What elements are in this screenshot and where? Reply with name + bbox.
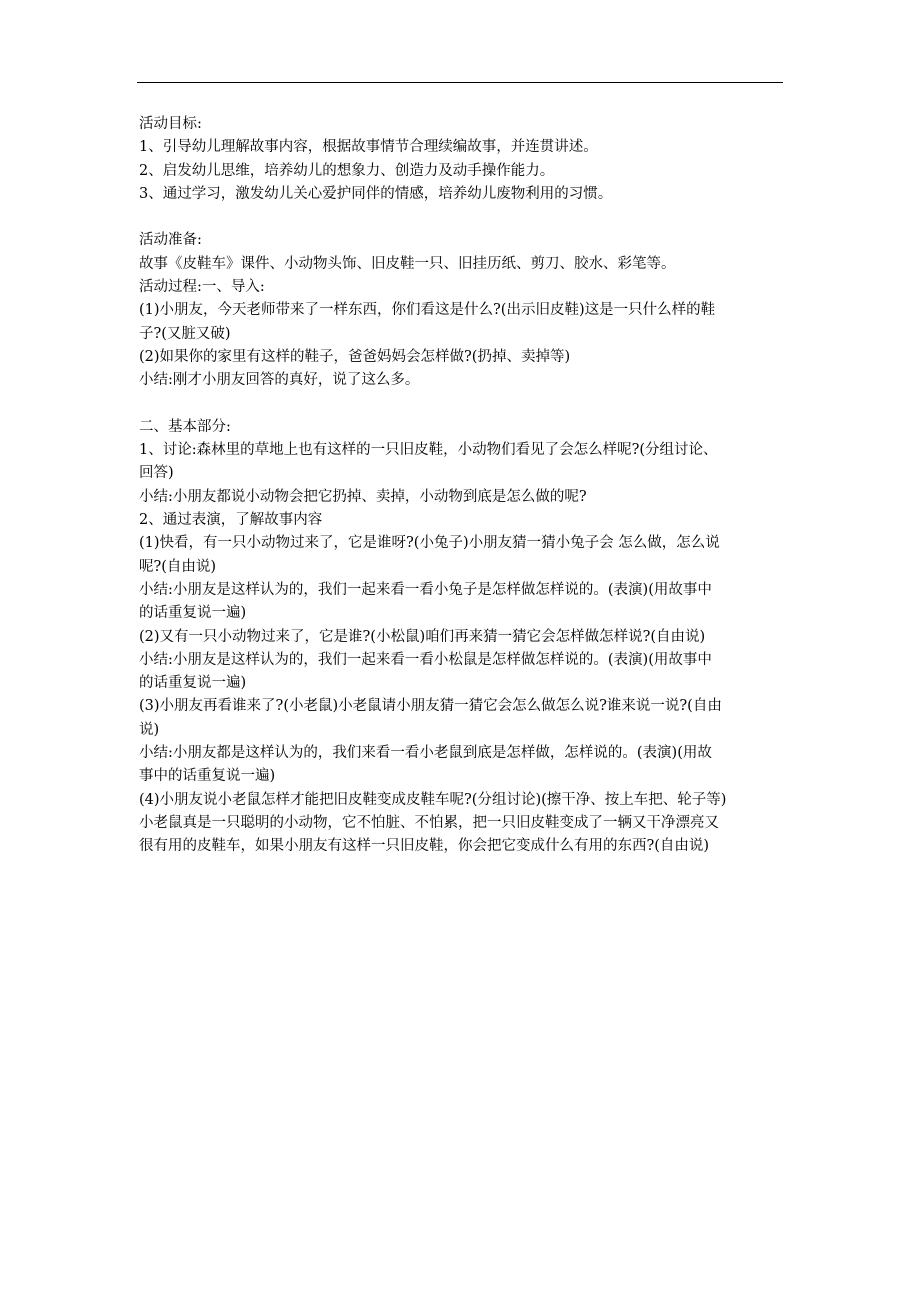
text-line: 小结:刚才小朋友回答的真好，说了这么多。 (139, 372, 420, 389)
text-line: 说) (139, 721, 160, 738)
text-line: 的话重复说一遍) (139, 675, 247, 692)
text-line: 事中的话重复说一遍) (139, 768, 276, 785)
text-line: 小结:小朋友都是这样认为的，我们来看一看小老鼠到底是怎样做，怎样说的。(表演)(用故 (139, 745, 712, 762)
text-line: (4)小朋友说小老鼠怎样才能把旧皮鞋变成皮鞋车呢?(分组讨论)(擦干净、按上车把、轮子等) (139, 791, 727, 808)
text-line: 小老鼠真是一只聪明的小动物，它不怕脏、不怕累，把一只旧皮鞋变成了一辆又干净漂亮又 (139, 814, 719, 831)
document-body (139, 113, 801, 859)
text-line: 3、通过学习，激发幼儿关心爱护同伴的情感，培养幼儿废物利用的习惯。 (139, 185, 613, 202)
blank-line (139, 206, 801, 229)
text-line: 活动过程:一、导入: (139, 279, 265, 296)
text-line: (2)又有一只小动物过来了，它是谁?(小松鼠)咱们再来猜一猜它会怎样做怎样说?(自由说) (139, 628, 706, 645)
text-line: 小结:小朋友是这样认为的，我们一起来看一看小兔子是怎样做怎样说的。(表演)(用故事中 (139, 581, 712, 598)
text-line: 活动目标: (139, 116, 202, 132)
text-line: 1、讨论:森林里的草地上也有这样的一只旧皮鞋，小动物们看见了会怎么样呢?(分组讨论、 (139, 442, 718, 459)
text-line: (3)小朋友再看谁来了?(小老鼠)小老鼠请小朋友猜一猜它会怎么做怎么说?谁来说一说?(自由 (139, 698, 722, 715)
text-line: (2)如果你的家里有这样的鞋子，爸爸妈妈会怎样做?(扔掉、卖掉等) (139, 348, 571, 365)
header-rule (137, 82, 783, 83)
text-line: 回答) (139, 465, 174, 482)
text-line: 很有用的皮鞋车，如果小朋友有这样一只旧皮鞋，你会把它变成什么有用的东西?(自由说) (139, 838, 710, 855)
text-line: 二、基本部分: (139, 418, 231, 435)
text-line: 1、引导幼儿理解故事内容，根据故事情节合理续编故事，并连贯讲述。 (139, 139, 598, 156)
text-line: 子?(又脏又破) (139, 325, 231, 342)
text-line: 小结:小朋友是这样认为的，我们一起来看一看小松鼠是怎样做怎样说的。(表演)(用故事中 (139, 651, 712, 668)
text-line: 活动准备: (139, 232, 202, 249)
text-line: 2、启发幼儿思维，培养幼儿的想象力、创造力及动手操作能力。 (139, 162, 555, 179)
text-line: 2、通过表演，了解故事内容 (139, 512, 323, 529)
blank-line (139, 393, 801, 416)
text-line: 小结:小朋友都说小动物会把它扔掉、卖掉，小动物到底是怎么做的呢? (139, 488, 587, 505)
text-line: 的话重复说一遍) (139, 605, 247, 622)
text-line: (1)小朋友，今天老师带来了一样东西，你们看这是什么?(出示旧皮鞋)这是一只什么样的鞋 (139, 302, 716, 319)
text-line: (1)快看，有一只小动物过来了，它是谁呀?(小兔子)小朋友猜一猜小兔子会 怎么做，怎么说 (139, 535, 720, 552)
text-line: 呢?(自由说) (139, 558, 217, 575)
text-line: 故事《皮鞋车》课件、小动物头饰、旧皮鞋一只、旧挂历纸、剪刀、胶水、彩笔等。 (139, 255, 676, 272)
